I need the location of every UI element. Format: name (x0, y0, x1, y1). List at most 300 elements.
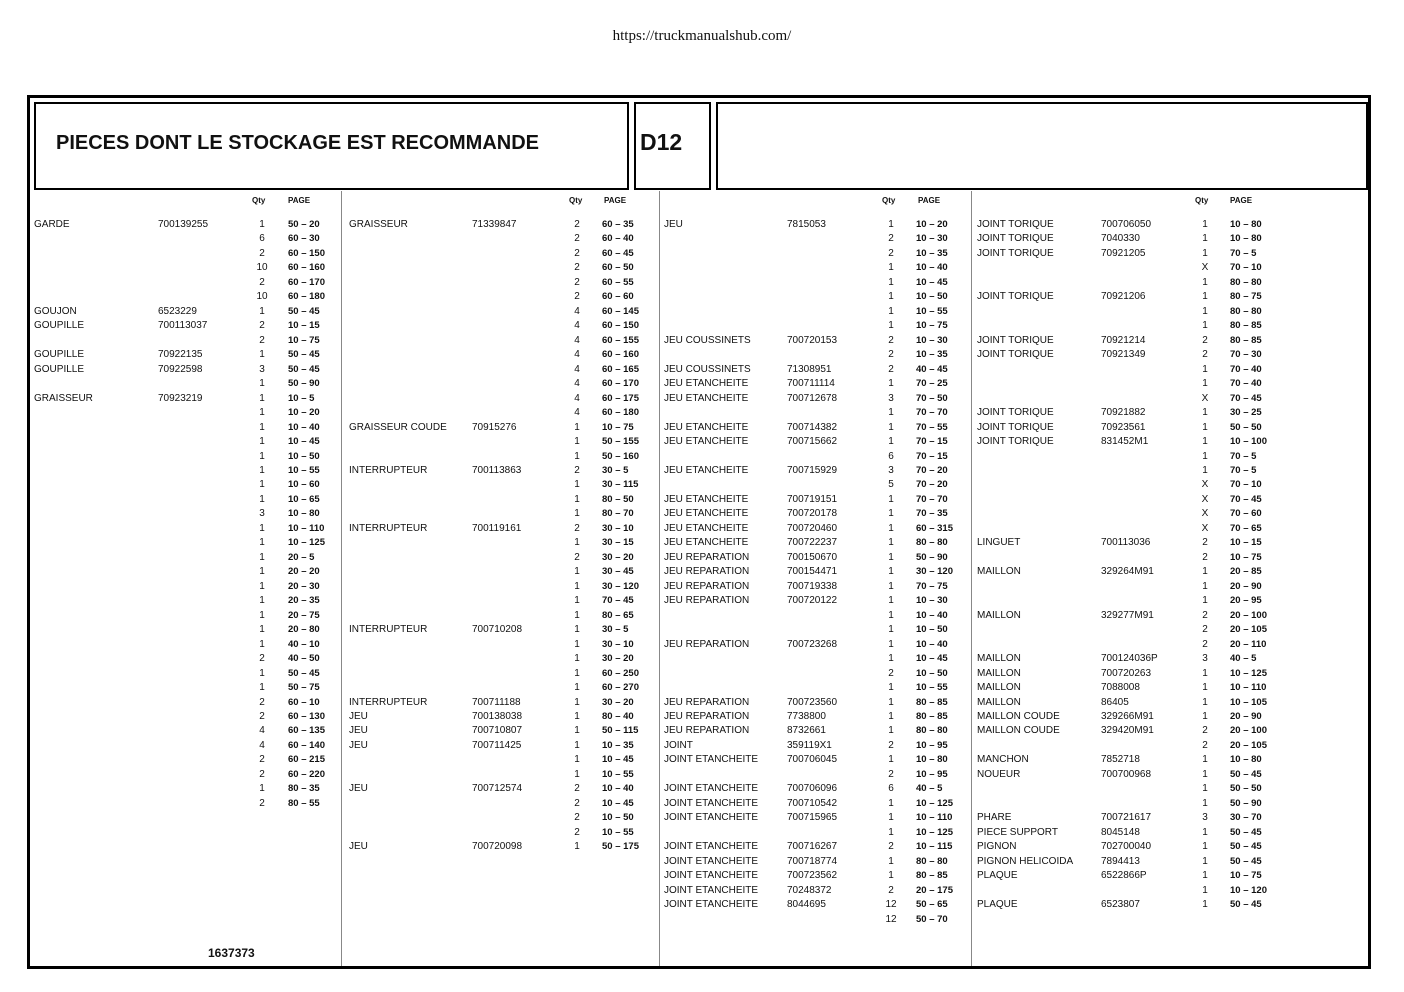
page-ref: 70 – 45 (602, 595, 634, 607)
part-name: JEU REPARATION (664, 595, 750, 607)
quantity: 1 (1202, 276, 1208, 288)
quantity: 1 (259, 436, 265, 448)
part-number: 7040330 (1101, 233, 1140, 245)
part-name: PIGNON HELICOIDA (977, 855, 1074, 867)
part-number: 7088008 (1101, 682, 1140, 694)
quantity: 1 (888, 276, 894, 288)
quantity: 2 (888, 884, 894, 896)
page-ref: 10 – 35 (602, 739, 634, 751)
part-number: 6523807 (1101, 899, 1140, 911)
part-name: MAILLON (977, 653, 1021, 665)
page-ref: 50 – 70 (916, 913, 948, 925)
part-number: 700716267 (787, 841, 838, 853)
page-ref: 60 – 250 (602, 667, 639, 679)
page-ref: 20 – 175 (916, 884, 953, 896)
quantity: 4 (574, 334, 580, 346)
part-number: 700723562 (787, 870, 838, 882)
page-ref: 20 – 5 (288, 551, 315, 563)
part-name: JOINT TORIQUE (977, 407, 1054, 419)
page-ref: 70 – 45 (1230, 493, 1262, 505)
quantity: 2 (574, 219, 580, 230)
page-ref: 20 – 85 (1230, 566, 1262, 578)
part-number: 700706050 (1101, 219, 1152, 230)
quantity: 6 (888, 783, 894, 795)
part-name: MAILLON COUDE (977, 710, 1060, 722)
page-ref: 70 – 45 (1230, 392, 1262, 404)
part-name: JEU (349, 841, 368, 853)
quantity: 4 (574, 378, 580, 390)
quantity: 12 (885, 913, 897, 925)
quantity: 2 (259, 696, 265, 708)
page-ref: 60 – 170 (288, 276, 325, 288)
quantity: 1 (1202, 566, 1208, 578)
page-ref: 70 – 50 (916, 392, 948, 404)
page-ref: 80 – 55 (288, 797, 320, 809)
quantity: 1 (574, 580, 580, 592)
part-number: 702700040 (1101, 841, 1152, 853)
page-ref: 10 – 110 (916, 812, 953, 824)
page-ref: 50 – 45 (288, 667, 320, 679)
page-ref: 10 – 50 (288, 450, 320, 462)
part-name: MAILLON (977, 609, 1021, 621)
part-name: JOINT TORIQUE (977, 436, 1054, 448)
qty-header: Qty (569, 196, 583, 205)
part-name: JEU ETANCHEITE (664, 436, 749, 448)
part-number: 831452M1 (1101, 436, 1149, 448)
quantity: 1 (574, 667, 580, 679)
quantity: 1 (888, 566, 894, 578)
part-number: 70923219 (158, 392, 203, 404)
part-number: 700113037 (158, 320, 208, 332)
part-name: MAILLON (977, 682, 1021, 694)
page-header: PAGE (1230, 196, 1253, 205)
part-name: PIGNON (977, 841, 1017, 853)
part-name: GRAISSEUR (34, 392, 93, 404)
column-divider (659, 191, 660, 966)
page-ref: 20 – 90 (1230, 580, 1262, 592)
part-name: JEU (349, 710, 368, 722)
quantity: X (1201, 262, 1209, 274)
blank-header-box (716, 102, 1368, 190)
part-name: JEU REPARATION (664, 725, 750, 737)
quantity: 1 (574, 624, 580, 636)
quantity: 1 (259, 421, 265, 433)
page-ref: 10 – 105 (1230, 696, 1267, 708)
page-ref: 30 – 70 (1230, 812, 1262, 824)
part-number: 700715662 (787, 436, 838, 448)
page-ref: 50 – 115 (602, 725, 639, 737)
page-ref: 80 – 80 (916, 725, 948, 737)
part-number: 86405 (1101, 696, 1129, 708)
quantity: 1 (574, 710, 580, 722)
page-ref: 70 – 20 (916, 479, 948, 491)
part-number: 700711425 (472, 739, 522, 751)
quantity: 1 (574, 595, 580, 607)
page-ref: 10 – 120 (1230, 884, 1267, 896)
page-ref: 60 – 170 (602, 378, 639, 390)
part-name: JEU ETANCHEITE (664, 421, 749, 433)
part-name: JOINT TORIQUE (977, 334, 1054, 346)
quantity: 2 (888, 233, 894, 245)
quantity: 1 (888, 754, 894, 766)
page-ref: 80 – 75 (1230, 291, 1262, 303)
part-name: JOINT ETANCHEITE (664, 841, 759, 853)
page-ref: 10 – 40 (916, 262, 948, 274)
part-name: MANCHON (977, 754, 1029, 766)
quantity: 1 (1202, 378, 1208, 390)
page-ref: 10 – 40 (602, 783, 634, 795)
quantity: 1 (574, 508, 580, 520)
part-name: JEU (349, 725, 368, 737)
part-name: JEU ETANCHEITE (664, 464, 749, 476)
quantity: 1 (1202, 436, 1208, 448)
quantity: 1 (888, 262, 894, 274)
quantity: 4 (574, 392, 580, 404)
part-number: 6523229 (158, 305, 197, 317)
quantity: 1 (1202, 826, 1208, 838)
quantity: 1 (888, 508, 894, 520)
page-ref: 70 – 10 (1230, 262, 1262, 274)
part-number: 70921882 (1101, 407, 1146, 419)
part-number: 700712678 (787, 392, 838, 404)
page-ref: 20 – 105 (1230, 739, 1267, 751)
quantity: 2 (259, 276, 265, 288)
page-ref: 80 – 80 (1230, 305, 1262, 317)
quantity: 12 (885, 899, 897, 911)
quantity: 1 (888, 407, 894, 419)
part-number: 359119X1 (787, 739, 832, 751)
qty-header: Qty (882, 196, 896, 205)
quantity: 1 (259, 493, 265, 505)
page-ref: 10 – 45 (916, 276, 948, 288)
part-name: INTERRUPTEUR (349, 624, 428, 636)
quantity: 1 (888, 291, 894, 303)
page-ref: 70 – 40 (1230, 363, 1262, 375)
page-ref: 10 – 45 (602, 754, 634, 766)
quantity: 1 (888, 378, 894, 390)
page-ref: 50 – 75 (288, 682, 320, 694)
page-ref: 70 – 5 (1230, 247, 1257, 259)
part-name: NOUEUR (977, 768, 1021, 780)
part-name: INTERRUPTEUR (349, 696, 428, 708)
part-name: JEU COUSSINETS (664, 334, 751, 346)
part-number: 70923561 (1101, 421, 1146, 433)
quantity: 2 (888, 349, 894, 361)
part-name: JOINT ETANCHEITE (664, 754, 759, 766)
part-number: 8044695 (787, 899, 826, 911)
page-ref: 30 – 5 (602, 464, 629, 476)
part-number: 700138038 (472, 710, 523, 722)
page-ref: 80 – 85 (1230, 320, 1262, 332)
quantity: 1 (888, 219, 894, 230)
quantity: 1 (1202, 696, 1208, 708)
part-name: JEU (664, 219, 683, 230)
page-ref: 40 – 5 (1230, 653, 1257, 665)
page-ref: 10 – 35 (916, 247, 948, 259)
quantity: 1 (259, 450, 265, 462)
quantity: 1 (888, 436, 894, 448)
page-ref: 20 – 30 (288, 580, 320, 592)
page-ref: 70 – 30 (1230, 349, 1262, 361)
page-ref: 10 – 5 (288, 392, 315, 404)
page-ref: 10 – 60 (288, 479, 320, 491)
page-ref: 10 – 125 (288, 537, 325, 549)
part-name: MAILLON (977, 667, 1021, 679)
part-number: 329277M91 (1101, 609, 1154, 621)
part-name: PIECE SUPPORT (977, 826, 1058, 838)
page-ref: 10 – 80 (288, 508, 320, 520)
quantity: 1 (888, 305, 894, 317)
part-name: JOINT ETANCHEITE (664, 884, 759, 896)
page-ref: 20 – 35 (288, 595, 320, 607)
quantity: 2 (888, 768, 894, 780)
quantity: 1 (574, 450, 580, 462)
page-ref: 20 – 100 (1230, 725, 1267, 737)
quantity: 4 (574, 363, 580, 375)
quantity: 2 (574, 233, 580, 245)
quantity: X (1201, 479, 1209, 491)
quantity: 1 (888, 537, 894, 549)
page-ref: 60 – 175 (602, 392, 639, 404)
page-ref: 10 – 65 (288, 493, 320, 505)
quantity: 2 (888, 841, 894, 853)
page-ref: 80 – 80 (916, 537, 948, 549)
part-number: 700710807 (472, 725, 523, 737)
quantity: 1 (259, 479, 265, 491)
page-ref: 60 – 60 (602, 291, 634, 303)
part-number: 700723560 (787, 696, 838, 708)
quantity: 2 (574, 826, 580, 838)
quantity: 1 (888, 493, 894, 505)
page-ref: 10 – 45 (288, 436, 320, 448)
quantity: 1 (1202, 870, 1208, 882)
page-ref: 30 – 20 (602, 696, 634, 708)
quantity: 6 (888, 450, 894, 462)
quantity: 1 (259, 349, 265, 361)
part-number: 700119161 (472, 522, 522, 534)
quantity: 1 (1202, 363, 1208, 375)
page-ref: 40 – 5 (916, 783, 943, 795)
part-name: JOINT (664, 739, 693, 751)
page-ref: 10 – 80 (916, 754, 948, 766)
page-ref: 10 – 100 (1230, 436, 1267, 448)
quantity: 3 (259, 508, 265, 520)
part-name: MAILLON (977, 566, 1021, 578)
quantity: X (1201, 522, 1209, 534)
quantity: 5 (888, 479, 894, 491)
quantity: 3 (1202, 653, 1208, 665)
page-ref: 80 – 70 (602, 508, 634, 520)
page-ref: 10 – 30 (916, 334, 948, 346)
page-ref: 10 – 55 (602, 826, 634, 838)
part-name: JEU (349, 783, 368, 795)
page-ref: 30 – 10 (602, 522, 634, 534)
quantity: 1 (1202, 783, 1208, 795)
page-ref: 60 – 50 (602, 262, 634, 274)
quantity: 1 (574, 421, 580, 433)
quantity: 1 (888, 653, 894, 665)
part-name: JEU ETANCHEITE (664, 508, 749, 520)
quantity: 2 (574, 522, 580, 534)
part-name: JOINT ETANCHEITE (664, 899, 759, 911)
part-number: 700711188 (472, 696, 521, 708)
page-ref: 70 – 75 (916, 580, 948, 592)
page-ref: 60 – 55 (602, 276, 634, 288)
page-ref: 70 – 15 (916, 450, 948, 462)
page-ref: 70 – 40 (1230, 378, 1262, 390)
page-ref: 10 – 45 (602, 797, 634, 809)
page-ref: 40 – 10 (288, 638, 320, 650)
page-ref: 10 – 30 (916, 595, 948, 607)
quantity: 1 (1202, 305, 1208, 317)
quantity: 1 (259, 580, 265, 592)
quantity: 1 (574, 682, 580, 694)
page-ref: 10 – 55 (916, 305, 948, 317)
quantity: 1 (259, 609, 265, 621)
page-ref: 60 – 140 (288, 739, 325, 751)
part-number: 70921205 (1101, 247, 1146, 259)
page-ref: 50 – 155 (602, 436, 639, 448)
quantity: 1 (888, 580, 894, 592)
page-ref: 50 – 45 (1230, 768, 1262, 780)
part-number: 700706096 (787, 783, 838, 795)
page-ref: 60 – 150 (602, 320, 639, 332)
page-ref: 10 – 20 (916, 219, 948, 230)
quantity: 4 (574, 407, 580, 419)
part-number: 70921214 (1101, 334, 1146, 346)
page-ref: 50 – 45 (1230, 826, 1262, 838)
quantity: 4 (574, 305, 580, 317)
quantity: 1 (1202, 291, 1208, 303)
quantity: X (1201, 493, 1209, 505)
quantity: 1 (888, 320, 894, 332)
page-ref: 10 – 80 (1230, 219, 1262, 230)
page-ref: 70 – 55 (916, 421, 948, 433)
quantity: 1 (1202, 667, 1208, 679)
quantity: 10 (256, 262, 268, 274)
quantity: 1 (1202, 855, 1208, 867)
page-ref: 10 – 45 (916, 653, 948, 665)
part-number: 700715965 (787, 812, 838, 824)
page-ref: 10 – 75 (288, 334, 320, 346)
quantity: X (1201, 392, 1209, 404)
quantity: 1 (259, 219, 265, 230)
quantity: 2 (259, 653, 265, 665)
part-name: JOINT ETANCHEITE (664, 855, 759, 867)
quantity: 1 (1202, 580, 1208, 592)
part-name: GARDE (34, 219, 70, 230)
quantity: 1 (574, 638, 580, 650)
quantity: 1 (574, 768, 580, 780)
page-ref: 30 – 20 (602, 653, 634, 665)
part-number: 700150670 (787, 551, 838, 563)
page-ref: 10 – 15 (288, 320, 320, 332)
quantity: 1 (259, 537, 265, 549)
quantity: 2 (574, 551, 580, 563)
quantity: 1 (888, 551, 894, 563)
page-ref: 60 – 40 (602, 233, 634, 245)
quantity: 1 (259, 638, 265, 650)
part-name: INTERRUPTEUR (349, 464, 428, 476)
page-ref: 10 – 50 (916, 291, 948, 303)
page-ref: 70 – 70 (916, 493, 948, 505)
quantity: 1 (1202, 710, 1208, 722)
quantity: 2 (574, 812, 580, 824)
quantity: 1 (888, 421, 894, 433)
quantity: 2 (259, 754, 265, 766)
part-name: JOINT TORIQUE (977, 233, 1054, 245)
part-number: 700139255 (158, 219, 209, 230)
part-number: 70922598 (158, 363, 203, 375)
quantity: 4 (259, 739, 265, 751)
part-number: 700720263 (1101, 667, 1152, 679)
page-ref: 10 – 80 (1230, 754, 1262, 766)
page-ref: 30 – 10 (602, 638, 634, 650)
part-number: 329264M91 (1101, 566, 1154, 578)
part-number: 700720460 (787, 522, 838, 534)
quantity: 1 (1202, 841, 1208, 853)
part-number: 70921206 (1101, 291, 1146, 303)
part-name: JEU ETANCHEITE (664, 378, 749, 390)
part-name: INTERRUPTEUR (349, 522, 428, 534)
part-number: 700124036P (1101, 653, 1158, 665)
page-ref: 80 – 50 (602, 493, 634, 505)
page-ref: 70 – 15 (916, 436, 948, 448)
page-ref: 20 – 105 (1230, 624, 1267, 636)
page-ref: 50 – 175 (602, 841, 639, 853)
page-ref: 50 – 90 (916, 551, 948, 563)
quantity: 4 (259, 725, 265, 737)
page-ref: 10 – 75 (916, 320, 948, 332)
title-box (34, 102, 629, 190)
part-number: 700719151 (787, 493, 838, 505)
part-number: 8732661 (787, 725, 826, 737)
quantity: 1 (888, 797, 894, 809)
quantity: 1 (1202, 595, 1208, 607)
page-ref: 60 – 160 (288, 262, 325, 274)
part-name: JEU ETANCHEITE (664, 493, 749, 505)
page-ref: 60 – 150 (288, 247, 325, 259)
page-ref: 60 – 220 (288, 768, 325, 780)
page-ref: 30 – 120 (602, 580, 639, 592)
part-name: PHARE (977, 812, 1012, 824)
quantity: 1 (259, 551, 265, 563)
part-name: MAILLON (977, 696, 1021, 708)
quantity: 1 (259, 667, 265, 679)
quantity: 3 (888, 464, 894, 476)
page-ref: 60 – 10 (288, 696, 320, 708)
page-ref: 20 – 20 (288, 566, 320, 578)
quantity: 2 (1202, 349, 1208, 361)
quantity: 1 (574, 696, 580, 708)
quantity: 3 (1202, 812, 1208, 824)
quantity: 1 (888, 696, 894, 708)
page-ref: 20 – 110 (1230, 638, 1267, 650)
part-number: 70248372 (787, 884, 832, 896)
part-name: JEU REPARATION (664, 580, 750, 592)
quantity: 2 (1202, 739, 1208, 751)
part-name: GOUJON (34, 305, 77, 317)
quantity: 1 (1202, 754, 1208, 766)
part-number: 700715929 (787, 464, 838, 476)
page-ref: 30 – 25 (1230, 407, 1262, 419)
page-ref: 20 – 100 (1230, 609, 1267, 621)
quantity: 1 (574, 566, 580, 578)
page-ref: 60 – 145 (602, 305, 639, 317)
quantity: 1 (259, 783, 265, 795)
page-ref: 60 – 155 (602, 334, 639, 346)
quantity: 3 (888, 392, 894, 404)
